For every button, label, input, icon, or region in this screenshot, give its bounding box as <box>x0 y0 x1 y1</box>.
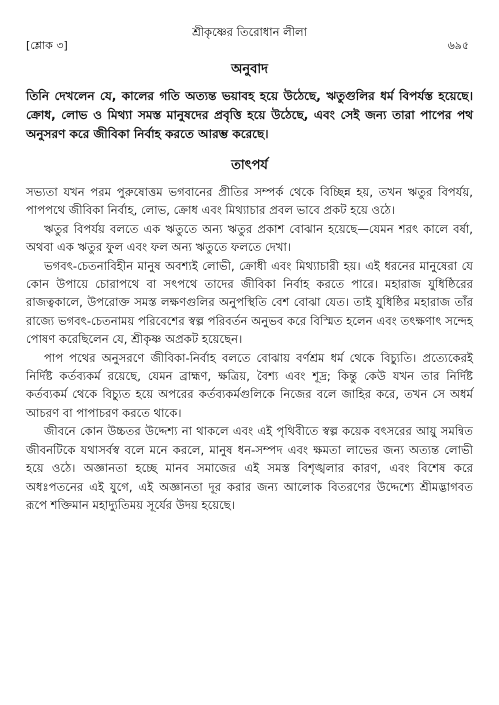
page-number: ৬৯৫ <box>447 39 469 52</box>
running-head <box>26 20 473 58</box>
purport-paragraph: সভ্যতা যখন পরম পুরুষোত্তম ভগবানের প্রীতির সম্পর্ক থেকে বিচ্ছিন্ন হয়, তখন ঋতুর বিপর্যয়, পাপপথে জীবিকা নির্বাহ, লোভ, ক্রোধ এবং মিথ্যাচার প্রবল ভাবে প্রকট হয়ে ওঠে। <box>26 185 473 218</box>
purport-paragraph: ঋতুর বিপর্যয় বলতে এক ঋতুতে অন্য ঋতুর প্রকাশ বোঝান হয়েছে—যেমন শরৎ কালে বর্ষা, অথবা এক ঋতুর ফুল এবং ফল অন্য ঋতুতে ফলতে দেখা। <box>26 221 473 255</box>
chapter-title: শ্রীকৃষ্ণের তিরোধান লীলা <box>192 25 307 39</box>
translation-text: তিনি দেখলেন যে, কালের গতি অত্যন্ত ভয়াবহ হয়ে উঠেছে, ঋতুগুলির ধর্ম বিপর্যস্ত হয়েছে। ক্রোধ, লোভ ও মিথ্যা সমস্ত মানুষদের প্রবৃত্তি হয়ে উঠেছে, এবং সেই জন্য তারা পাপের পথ অনুসরণ করে জীবিকা নির্বাহ করতে আরম্ভ করেছে। <box>26 89 473 141</box>
purport-paragraph: ভগবৎ-চেতনাবিহীন মানুষ অবশ্যই লোভী, ক্রোধী এবং মিথ্যাচারী হয়। এই ধরনের মানুষেরা যে কোন উপায়ে চোরাপথে বা সৎপথে তাদের জীবিকা নির্বাহ করতে পারে। মহারাজ যুধিষ্ঠিরের রাজত্বকালে, উপরোক্ত সমস্ত লক্ষণগুলির অনুপস্থিতি বেশ বোঝা যেত। তাই যুধিষ্ঠির মহারাজ তাঁর রাজ্যে ভগবৎ-চেতনাময় পরিবেশের স্বল্প পরিবর্তন অনুভব করে বিস্মিত হলেন এবং তৎক্ষণাৎ সন্দেহ পোষণ করেছিলেন যে, শ্রীকৃষ্ণ অপ্রকট হয়েছেন। <box>26 258 473 347</box>
purport-paragraph: জীবনে কোন উচ্চতর উদ্দেশ্য না থাকলে এবং এই পৃথিবীতে স্বল্প কয়েক বৎসরের আয়ু সমন্বিত জীবনটিকে যথাসর্বস্ব বলে মনে করলে, মানুষ ধন-সম্পদ এবং ক্ষমতা লাভের জন্য অত্যন্ত লোভী হয়ে ওঠে। অজ্ঞানতা হচ্ছে মানব সমাজের এই সমস্ত বিশৃঙ্খলার কারণ, এবং বিশেষ করে অধঃপতনের এই যুগে, এই অজ্ঞানতা দূর করার জন্য আলোক বিতরণের উদ্দেশ্যে শ্রীমদ্ভাগবত রূপে শক্তিমান মহাদ্যুতিময় সূর্যের উদয় হয়েছে। <box>26 424 473 512</box>
verse-reference: [শ্লোক ৩] <box>26 39 68 52</box>
purport-heading: তাৎপর্য <box>231 158 268 173</box>
translation-heading: অনুবাদ <box>231 62 268 77</box>
purport-paragraph: পাপ পথের অনুসরণে জীবিকা-নির্বাহ বলতে বোঝায় বর্ণশ্রম ধর্ম থেকে বিচ্যুতি। প্রত্যেকেরই নির্দিষ্ট কর্তব্যকর্ম রয়েছে, যেমন ব্রাহ্মণ, ক্ষত্রিয়, বৈশ্য এবং শূদ্র; কিন্তু কেউ যখন তার নির্দিষ্ট কর্তব্যকর্ম থেকে বিচ্যুত হয়ে অপরের কর্তব্যকর্মগুলিকে নিজের বলে জাহির করে, তখন সে অধর্ম আচরণ বা পাপাচরণ করতে থাকে। <box>26 350 473 420</box>
